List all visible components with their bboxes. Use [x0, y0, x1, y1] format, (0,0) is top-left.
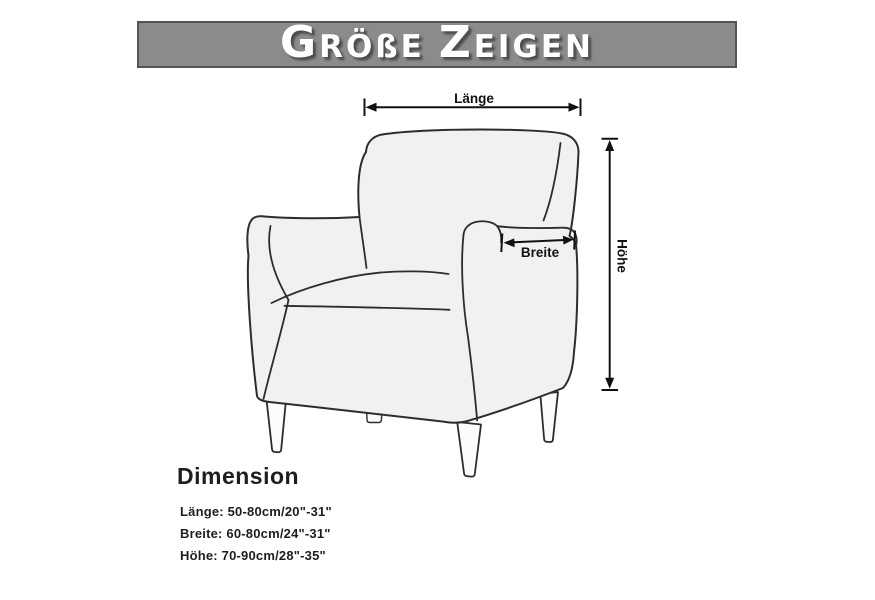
banner-word2-rest: EIGEN — [473, 28, 594, 65]
height-arrow-head-top — [605, 140, 614, 151]
dimension-list — [180, 501, 332, 566]
length-arrow-head-right — [569, 103, 580, 112]
banner-word1-lead: G — [279, 16, 320, 68]
width-arrow-right-tick — [574, 231, 575, 250]
length-arrow-head-left — [366, 103, 377, 112]
width-label: Breite — [520, 245, 560, 260]
front-left-leg — [266, 398, 286, 452]
chair-silhouette — [247, 130, 578, 423]
banner-word2-lead: Z — [438, 16, 474, 68]
dimension-heading: Dimension — [177, 463, 300, 489]
banner-word1-rest: RÖßE — [319, 28, 425, 65]
height-arrow-head-bottom — [605, 378, 614, 389]
back-right-leg — [540, 392, 558, 442]
dimension-row-height: Höhe: 70-90cm/28"-35" — [180, 547, 326, 563]
dimension-row-length: Länge: 50-80cm/20"-31" — [180, 504, 332, 519]
width-arrow-left-tick — [501, 234, 502, 253]
height-label: Höhe — [614, 239, 630, 273]
dimension-row-width: Breite: 60-80cm/24"-31" — [180, 525, 331, 541]
length-label: Länge — [454, 91, 494, 106]
front-right-leg — [457, 422, 481, 477]
